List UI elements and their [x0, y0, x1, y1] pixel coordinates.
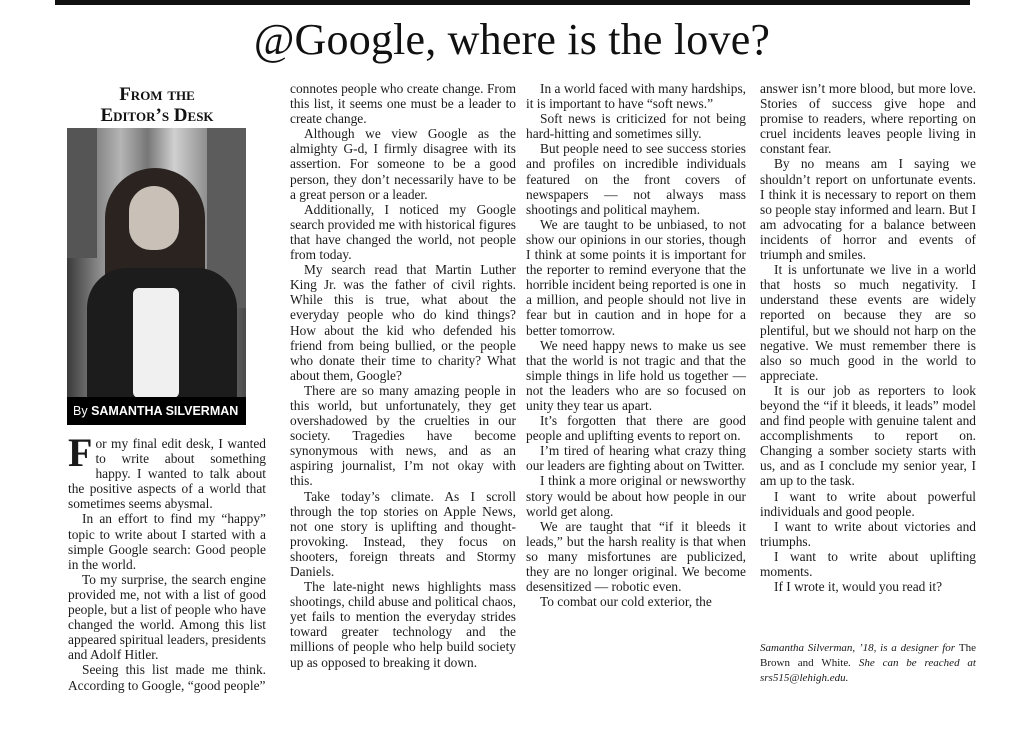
paragraph-text: To my surprise, the search engine provided me, not with a list of good people, but a list of people who have changed the world. Among this list appeared spiritual leaders, presidents and Adolf Hitler.	[68, 571, 266, 663]
byline-name: SAMANTHA SILVERMAN	[91, 404, 239, 418]
section-kicker	[67, 84, 247, 126]
paragraph	[290, 202, 516, 262]
paragraph-text: or my final edit desk, I wanted to write about something happy. I wanted to talk about the positive aspects of a world that sometimes seems abysmal.	[68, 436, 266, 512]
paragraph	[290, 126, 516, 201]
paragraph	[68, 662, 266, 692]
paragraph-text: I think a more original or newsworthy story would be about how people in our world get along.	[526, 473, 746, 519]
paragraph	[526, 338, 746, 413]
paragraph-text: But people need to see success stories and profiles on incredible individuals featured on the front covers of newspapers — not always mass shootings and political mayhem.	[526, 141, 746, 217]
paragraph	[760, 549, 976, 579]
paragraph-text: We are taught to be unbiased, to not show our opinions in our stories, though I think at some points it is important for the reporter to remind everyone that the horrible incident being reported is one in a million, and people should not live in fear but in caution and in hope for a better tomorrow.	[526, 216, 746, 338]
article-column-4	[760, 81, 976, 594]
paragraph-text: In a world faced with many hardships, it is important to have “soft news.”	[526, 81, 746, 112]
paragraph	[526, 443, 746, 473]
paragraph	[290, 81, 516, 126]
paragraph-text: Seeing this list made me think. According to Google, “good people”	[68, 662, 266, 693]
author-note	[760, 641, 976, 686]
paragraph	[760, 489, 976, 519]
byline-prefix: By	[73, 404, 92, 418]
author-note-part2: . She can be reached at srs515@lehigh.edu.	[760, 657, 976, 684]
headline: @Google, where is the love?	[253, 15, 771, 64]
paragraph	[290, 579, 516, 670]
paragraph	[68, 511, 266, 571]
drop-cap: F	[68, 430, 93, 475]
paragraph-text: I want to write about uplifting moments.	[760, 548, 976, 579]
paragraph-text: Soft news is criticized for not being hard-hitting and sometimes silly.	[526, 111, 746, 142]
paragraph	[526, 473, 746, 518]
kicker-line-1: From the	[119, 84, 195, 105]
paragraph-text: I want to write about victories and triumphs.	[760, 518, 976, 549]
paragraph	[68, 572, 266, 663]
paragraph	[526, 413, 746, 443]
paragraph	[526, 217, 746, 338]
author-photo	[67, 128, 246, 397]
article-column-2	[290, 81, 516, 670]
paragraph-text: I’m tired of hearing what crazy thing our leaders are fighting about on Twitter.	[526, 443, 746, 474]
paragraph-text: If I wrote it, would you read it?	[774, 579, 943, 595]
paragraph-text: To combat our cold exterior, the	[540, 594, 712, 610]
article-column-1	[68, 430, 266, 693]
paragraph	[290, 383, 516, 489]
byline	[67, 397, 246, 425]
paragraph-text: My search read that Martin Luther King Jr. was the father of civil rights. While this is true, what about the everyday people who do kind things? How about the kid who defended his friend from being bullied, or the people who donate their time to charity? What about them, Google?	[290, 262, 516, 383]
paragraph	[760, 579, 976, 594]
paragraph-text: The late-night news highlights mass shootings, child abuse and political chaos, yet fails to mention the everyday strides toward greater technology and the millions of people who help build society up as opposed to breaking it down.	[290, 579, 516, 670]
paragraph	[760, 383, 976, 489]
paragraph	[526, 81, 746, 111]
paragraph	[290, 489, 516, 580]
paragraph-text: We need happy news to make us see that the world is not tragic and that the simple things in life hold us together — not the leaders who are so focused on unity they tear us apart.	[526, 337, 746, 413]
paragraph-text: Take today’s climate. As I scroll through the top stories on Apple News, not one story is uplifting and thought-provoking. Instead, they focus on shooters, foreign threats and Stormy Daniels.	[290, 488, 516, 579]
paragraph-text: It is our job as reporters to look beyond the “if it bleeds, it leads” model and find people with genuine talent and accomplishments to report on. Changing a somber society starts with us, and as I conclude my senior year, I am up to the task.	[760, 382, 976, 489]
paragraph-text: answer isn’t more blood, but more love. Stories of success give hope and promise to readers, where reporting on cruel incidents leaves people living in constant fear.	[760, 81, 976, 157]
paragraph	[68, 430, 266, 512]
paragraph-text: We are taught that “if it bleeds it leads,” but the harsh reality is that when so many misfortunes are publicized, they are no longer original. We become desensitized — robotic even.	[526, 518, 746, 595]
paragraph	[526, 111, 746, 141]
publication-name: The Brown and White	[760, 642, 976, 669]
paragraph-text: I want to write about powerful individuals and good people.	[760, 488, 976, 519]
paragraph	[526, 519, 746, 594]
paragraph	[526, 594, 746, 609]
paragraph	[290, 262, 516, 383]
kicker-line-2: Editor’s Desk	[100, 105, 214, 126]
paragraph	[760, 156, 976, 262]
paragraph-text: There are so many amazing people in this world, but unfortunately, they get overshadowed by the cruelties in our society. Tragedies have become synonymous with news, and as an aspiring journalist, I’m not okay with this.	[290, 382, 516, 489]
paragraph	[760, 81, 976, 156]
paragraph-text: By no means am I saying we shouldn’t report on unfortunate events. I think it is necessary to report on them so people stay informed and learn. But I am advocating for a balance between incidents of horror and events of triumph and smiles.	[760, 156, 976, 263]
paragraph-text: Additionally, I noticed my Google search provided me with historical figures that have changed the world, not people from today.	[290, 201, 516, 263]
paragraph-text: It’s forgotten that there are good people and uplifting events to report on.	[526, 413, 746, 444]
paragraph-text: In an effort to find my “happy” topic to write about I started with a simple Google search: Good people in the world.	[68, 511, 266, 572]
paragraph-text: connotes people who create change. From this list, it seems one must be a leader to create change.	[290, 81, 516, 127]
article-column-3	[526, 81, 746, 609]
paragraph-text: It is unfortunate we live in a world that hosts so much negativity. I understand these events are widely reported on because they are so plentiful, but we should not harp on the negative. We must remember there is also so much good in the world to appreciate.	[760, 262, 976, 383]
top-rule	[55, 0, 970, 5]
author-note-part1: Samantha Silverman, ’18, is a designer for	[760, 642, 959, 654]
paragraph	[760, 519, 976, 549]
paragraph	[526, 141, 746, 216]
paragraph	[760, 262, 976, 383]
paragraph-text: Although we view Google as the almighty G-d, I firmly disagree with its assertion. For someone to be a good person, they don’t necessarily have to be a great person or a leader.	[290, 126, 516, 202]
